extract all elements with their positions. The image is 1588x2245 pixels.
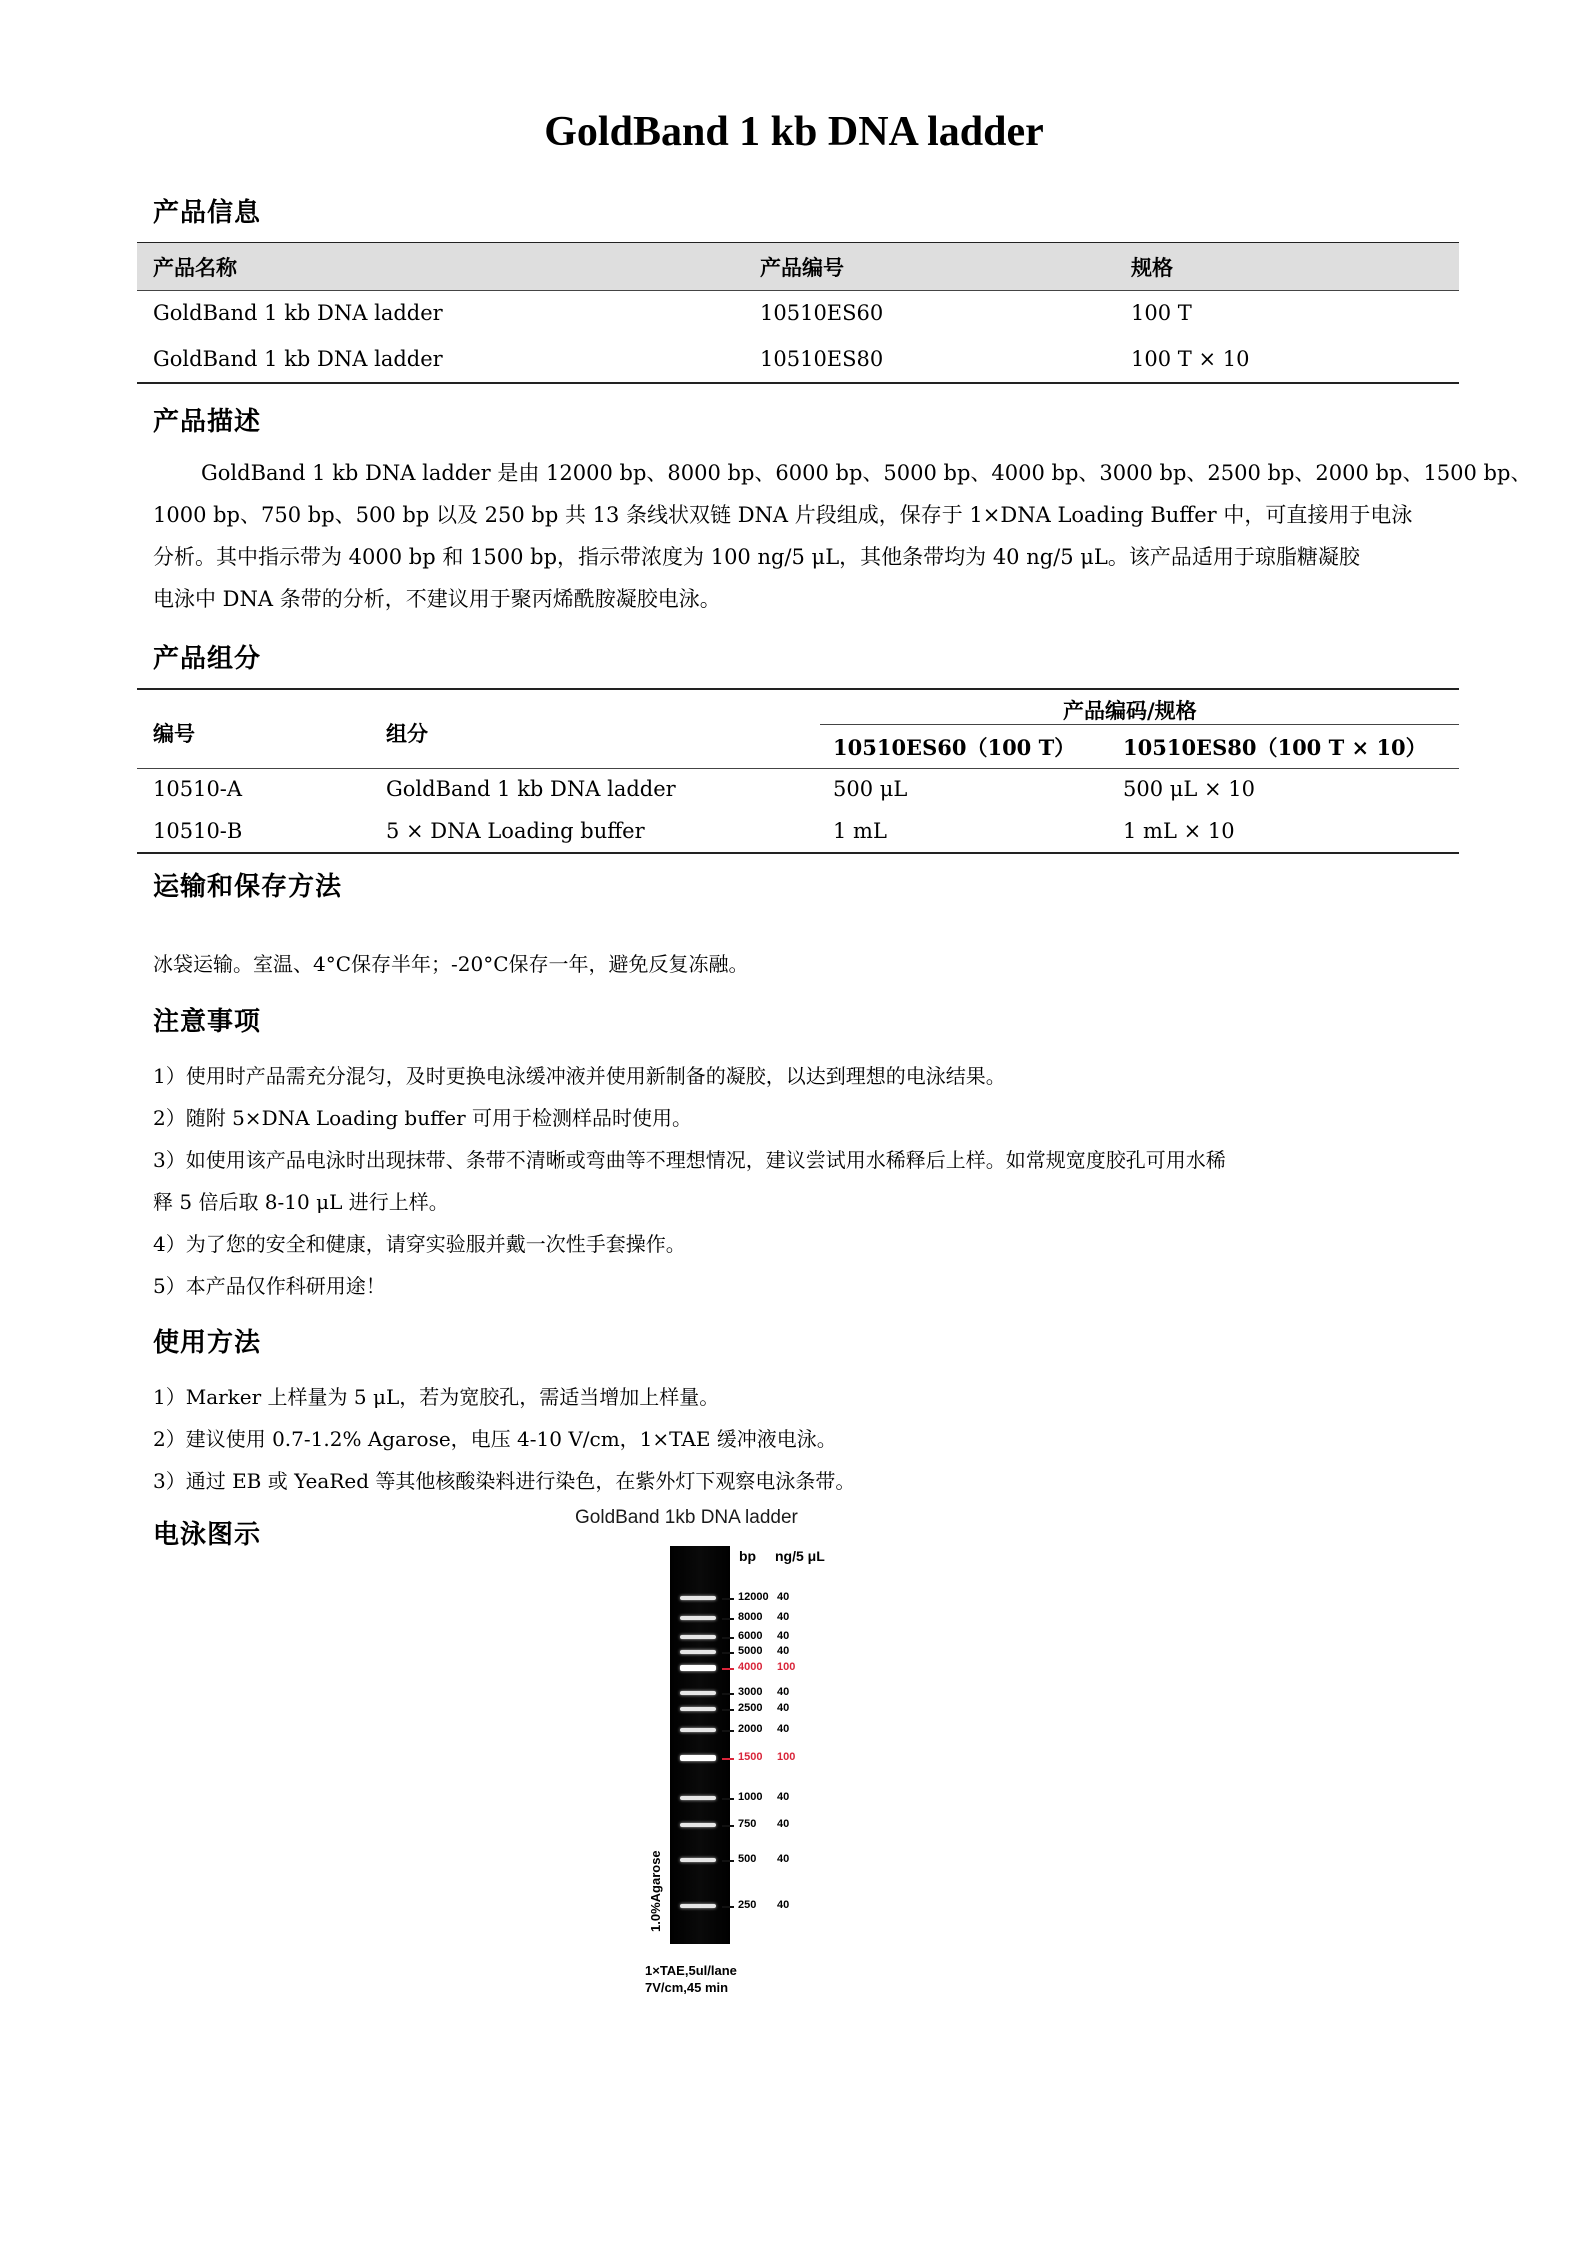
note-item: 2）随附 5×DNA Loading buffer 可用于检测样品时使用。 — [153, 1106, 693, 1130]
gel-band-bp-label: 12000 — [738, 1591, 769, 1603]
gel-tick-250 — [722, 1906, 734, 1908]
gel-band-12000 — [680, 1596, 716, 1600]
gel-band-ng-label: 40 — [777, 1686, 790, 1698]
description-line: GoldBand 1 kb DNA ladder 是由 12000 bp、8000 bp、6000 bp、5000 bp、4000 bp、3000 bp、2500 bp、2000 bp、1500 bp、 — [201, 461, 1532, 485]
description-line: 1000 bp、750 bp、500 bp 以及 250 bp 共 13 条线状双链 DNA 片段组成，保存于 1×DNA Loading Buffer 中，可直接用于电泳 — [153, 503, 1413, 527]
info-row-1-name: GoldBand 1 kb DNA ladder — [153, 301, 443, 325]
gel-agarose-label: 1.0%Agarose — [648, 1850, 663, 1932]
gel-tick-12000 — [722, 1598, 734, 1600]
comp-header-group: 产品编码/规格 — [1063, 698, 1197, 723]
gel-band-bp-label: 750 — [738, 1818, 757, 1830]
gel-band-bp-label: 250 — [738, 1899, 757, 1911]
gel-band-bp-label: 4000 — [738, 1661, 763, 1673]
gel-band-bp-label: 500 — [738, 1853, 757, 1865]
comp-row-2-id: 10510-B — [153, 819, 243, 843]
gel-unit-ng: ng/5 μL — [775, 1548, 825, 1564]
gel-band-ng-label: 40 — [777, 1611, 790, 1623]
comp-header-component: 组分 — [386, 721, 428, 746]
usage-item: 1）Marker 上样量为 5 μL，若为宽胶孔，需适当增加上样量。 — [153, 1385, 720, 1409]
section-heading-description: 产品描述 — [153, 407, 262, 437]
info-row-1-code: 10510ES60 — [760, 301, 884, 325]
info-row-1-spec: 100 T — [1131, 301, 1192, 325]
gel-band-4000 — [680, 1665, 716, 1671]
gel-band-bp-label: 2500 — [738, 1702, 763, 1714]
gel-tick-750 — [722, 1825, 734, 1827]
table-top-rule — [137, 688, 1459, 690]
comp-row-1-id: 10510-A — [153, 777, 243, 801]
comp-group-rule — [820, 724, 1459, 725]
comp-row-2-col1: 1 mL — [833, 819, 887, 843]
section-heading-product-info: 产品信息 — [153, 198, 262, 228]
gel-band-ng-label: 100 — [777, 1751, 796, 1763]
gel-lane — [670, 1546, 730, 1944]
gel-band-ng-label: 100 — [777, 1661, 796, 1673]
table-header-rule — [137, 290, 1459, 291]
info-header-spec: 规格 — [1131, 255, 1173, 280]
section-heading-notes: 注意事项 — [153, 1007, 262, 1037]
gel-tick-500 — [722, 1860, 734, 1862]
document-title: GoldBand 1 kb DNA ladder — [544, 109, 1044, 155]
gel-band-8000 — [680, 1616, 716, 1620]
gel-band-ng-label: 40 — [777, 1630, 790, 1642]
info-header-code: 产品编号 — [760, 255, 844, 280]
gel-unit-bp: bp — [739, 1548, 757, 1564]
gel-band-ng-label: 40 — [777, 1591, 790, 1603]
gel-band-1500 — [680, 1755, 716, 1761]
comp-row-1-component: GoldBand 1 kb DNA ladder — [386, 777, 676, 801]
usage-item: 2）建议使用 0.7-1.2% Agarose，电压 4-10 V/cm，1×TAE 缓冲液电泳。 — [153, 1427, 837, 1451]
gel-band-2000 — [680, 1728, 716, 1732]
gel-band-bp-label: 5000 — [738, 1645, 763, 1657]
note-item: 释 5 倍后取 8-10 μL 进行上样。 — [153, 1190, 449, 1214]
info-row-2-name: GoldBand 1 kb DNA ladder — [153, 347, 443, 371]
comp-header-col1: 10510ES60（100 T） — [833, 735, 1076, 760]
gel-tick-3000 — [722, 1693, 734, 1695]
usage-item: 3）通过 EB 或 YeaRed 等其他核酸染料进行染色，在紫外灯下观察电泳条带。 — [153, 1469, 856, 1493]
gel-band-bp-label: 1500 — [738, 1751, 763, 1763]
gel-band-6000 — [680, 1635, 716, 1639]
gel-band-ng-label: 40 — [777, 1899, 790, 1911]
table-header-rule — [137, 768, 1459, 769]
gel-band-ng-label: 40 — [777, 1723, 790, 1735]
section-heading-components: 产品组分 — [153, 644, 262, 674]
gel-band-750 — [680, 1823, 716, 1827]
info-header-name: 产品名称 — [153, 255, 237, 280]
gel-band-2500 — [680, 1707, 716, 1711]
comp-header-col2: 10510ES80（100 T × 10） — [1123, 735, 1427, 760]
gel-tick-5000 — [722, 1652, 734, 1654]
gel-band-ng-label: 40 — [777, 1645, 790, 1657]
gel-band-bp-label: 3000 — [738, 1686, 763, 1698]
gel-footer-voltage: 7V/cm,45 min — [645, 1980, 729, 1995]
gel-band-bp-label: 2000 — [738, 1723, 763, 1735]
comp-row-1-col1: 500 μL — [833, 777, 908, 801]
info-row-2-spec: 100 T × 10 — [1131, 347, 1250, 371]
gel-band-bp-label: 6000 — [738, 1630, 763, 1642]
gel-footer-buffer: 1×TAE,5ul/lane — [645, 1963, 737, 1978]
gel-band-bp-label: 8000 — [738, 1611, 763, 1623]
section-heading-storage: 运输和保存方法 — [153, 872, 343, 902]
gel-band-ng-label: 40 — [777, 1818, 790, 1830]
gel-tick-6000 — [722, 1637, 734, 1639]
table-bottom-rule — [137, 852, 1459, 854]
note-item: 3）如使用该产品电泳时出现抹带、条带不清晰或弯曲等不理想情况，建议尝试用水稀释后上样。如常规宽度胶孔可用水稀 — [153, 1148, 1226, 1172]
comp-row-1-col2: 500 μL × 10 — [1123, 777, 1256, 801]
gel-title: GoldBand 1kb DNA ladder — [575, 1507, 798, 1528]
gel-band-1000 — [680, 1796, 716, 1800]
gel-band-ng-label: 40 — [777, 1853, 790, 1865]
description-line: 分析。其中指示带为 4000 bp 和 1500 bp，指示带浓度为 100 ng/5 μL，其他条带均为 40 ng/5 μL。该产品适用于琼脂糖凝胶 — [153, 545, 1360, 569]
note-item: 1）使用时产品需充分混匀，及时更换电泳缓冲液并使用新制备的凝胶，以达到理想的电泳结果。 — [153, 1064, 1006, 1088]
section-heading-usage: 使用方法 — [153, 1328, 262, 1358]
note-item: 5）本产品仅作科研用途！ — [153, 1274, 386, 1298]
comp-row-2-component: 5 × DNA Loading buffer — [386, 819, 645, 843]
comp-header-id: 编号 — [153, 721, 195, 746]
gel-tick-4000 — [722, 1668, 734, 1670]
gel-tick-2500 — [722, 1709, 734, 1711]
info-row-2-code: 10510ES80 — [760, 347, 884, 371]
gel-band-3000 — [680, 1691, 716, 1695]
gel-band-250 — [680, 1904, 716, 1908]
note-item: 4）为了您的安全和健康，请穿实验服并戴一次性手套操作。 — [153, 1232, 686, 1256]
gel-tick-8000 — [722, 1618, 734, 1620]
storage-text: 冰袋运输。室温、4°C保存半年；-20°C保存一年，避免反复冻融。 — [153, 952, 749, 976]
section-heading-gel: 电泳图示 — [153, 1520, 262, 1550]
gel-tick-2000 — [722, 1730, 734, 1732]
description-line: 电泳中 DNA 条带的分析，不建议用于聚丙烯酰胺凝胶电泳。 — [153, 587, 721, 611]
comp-row-2-col2: 1 mL × 10 — [1123, 819, 1235, 843]
table-bottom-rule — [137, 382, 1459, 384]
gel-band-bp-label: 1000 — [738, 1791, 763, 1803]
gel-band-ng-label: 40 — [777, 1791, 790, 1803]
description-paragraph — [153, 452, 1532, 620]
gel-band-5000 — [680, 1650, 716, 1654]
gel-tick-1500 — [722, 1758, 734, 1760]
gel-band-ng-label: 40 — [777, 1702, 790, 1714]
gel-band-500 — [680, 1858, 716, 1862]
gel-tick-1000 — [722, 1798, 734, 1800]
